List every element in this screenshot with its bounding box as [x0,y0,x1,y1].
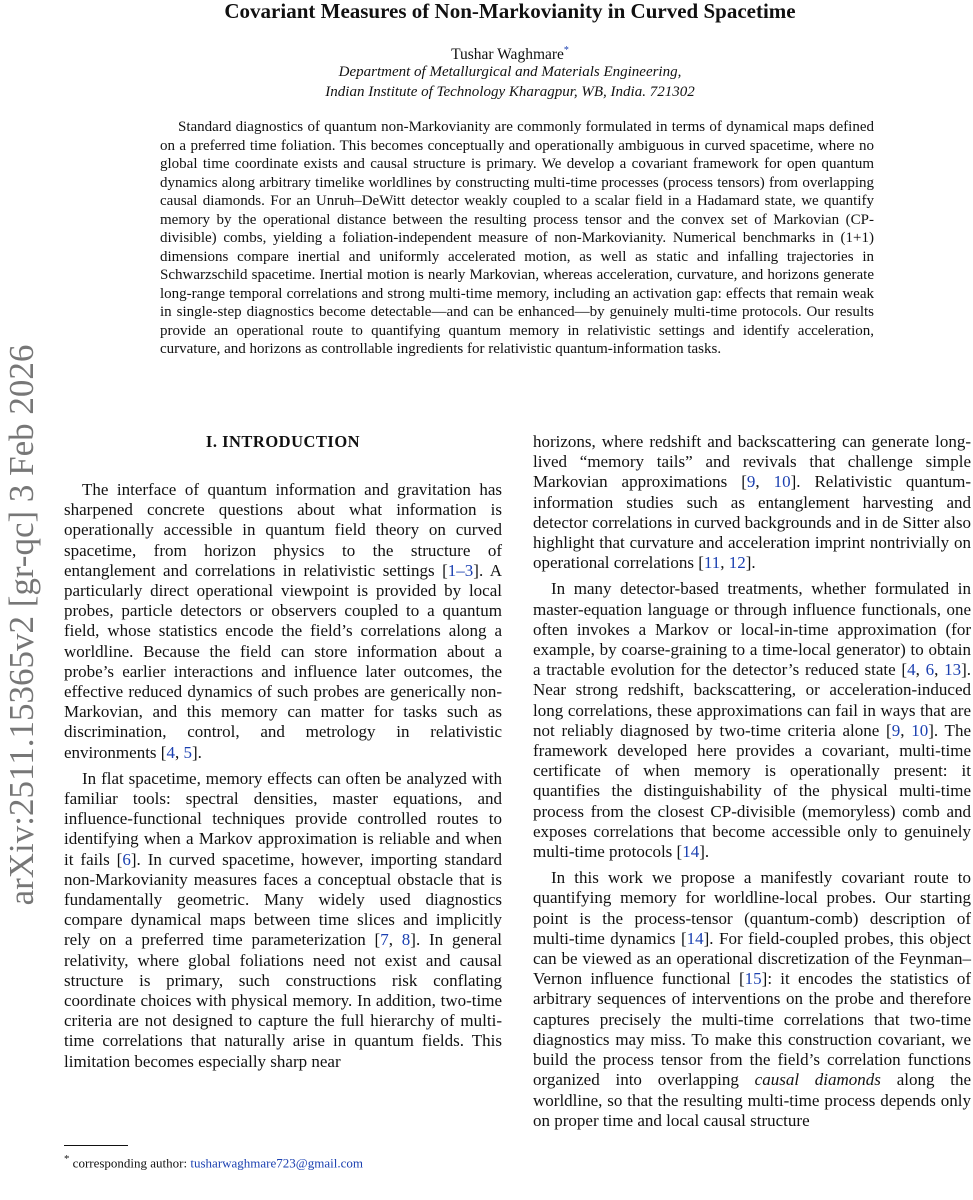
paragraph-text: In flat spacetime, memory effects can often be analyzed with familiar tools: spectral densities, master equations, and influence-functional techniques provide controlled routes to identifying when a Markov approximation is reliable and when it fails [ [64,768,502,869]
citation-link[interactable]: 12 [728,553,746,573]
paragraph-text: , [388,930,402,950]
footnote-email-link[interactable]: tusharwaghmare723@gmail.com [190,1155,363,1171]
paragraph-text: ]. The framework developed here provides a covariant, multi-time certificate of when memory is operationally present: it quantifies the distinguishability of the physical multi-time process from the closest CP-divisible (memoryless) comb and exposes correlations that become accessible only to genuinely multi-time protocols [ [533,720,971,862]
citation-link[interactable]: 6 [122,849,131,869]
citation-link[interactable]: 1–3 [447,560,474,580]
section-heading-introduction: I. INTRODUCTION [205,432,361,451]
citation-link[interactable]: 10 [911,720,929,740]
paragraph [533,868,971,1131]
citation-link[interactable]: 8 [401,930,411,950]
paragraph-text: along the worldline, so that the resulting multi-time process depends only on proper time and local causal structure [533,1070,971,1130]
paragraph-text: ]. [745,553,756,573]
paragraph [533,432,971,573]
affiliation-line-2: Indian Institute of Technology Kharagpur, WB, India. 721302 [325,84,695,100]
footnote-divider [64,1145,128,1146]
citation-link[interactable]: 9 [746,472,756,492]
footnote-mark: * [64,1153,70,1165]
citation-link[interactable]: 4 [166,742,175,762]
arxiv-identifier: arXiv:2511.15365v2 [gr-qc] 3 Feb 2026 [2,344,41,906]
paragraph [64,480,502,763]
author-footnote-mark[interactable]: * [563,45,569,56]
paragraph-text: ]: it encodes the statistics of arbitrary sequences of interventions on the probe and therefore captures precisely the multi-time correlations that two-time diagnostics may miss. To make this construction covariant, we build the process tensor from the field’s correlation functions organized into overlapping [533,969,971,1090]
citation-link[interactable]: 6 [925,660,935,680]
paragraph-text: , [720,553,729,573]
citation-link[interactable]: 5 [183,742,192,762]
citation-link[interactable]: 14 [686,928,704,948]
affiliation-line-1: Department of Metallurgical and Materials Engineering, [338,64,682,80]
right-column [533,432,971,1137]
citation-link[interactable]: 10 [773,472,791,492]
citation-link[interactable]: 13 [944,660,962,680]
citation-link[interactable]: 9 [891,720,901,740]
citation-link[interactable]: 7 [380,930,389,950]
paragraph-text: ]. In curved spacetime, however, importing standard non-Markovianity measures faces a conceptual obstacle that is fundamentally geometric. Many widely used diagnostics compare dynamical maps between time slices and implicitly rely on a preferred time parameterization [ [64,849,502,950]
paragraph-text: In this work we propose a manifestly covariant route to quantifying memory for worldline-local probes. Our starting point is the process-tensor (quantum-comb) description of multi-time dynamics [ [533,868,971,948]
citation-link[interactable]: 4 [907,660,916,680]
paragraph-text: The interface of quantum information and gravitation has sharpened concrete questions about what information is operationally accessible in quantum field theory on curved spacetime, from horizon physics to the structure of entanglement and correlations in relativistic settings [ [64,480,502,580]
left-column [64,480,502,1078]
paragraph-text: ]. [699,842,710,862]
emphasized-text: causal diamonds [754,1070,881,1090]
paragraph-text: ]. Relativistic quantum-information studies such as entanglement harvesting and detector correlations in curved backgrounds and in de Sitter also highlight that curvature and acceleration imprint nontrivially on operational correlations [ [533,472,971,573]
footnote-label: corresponding author: [72,1155,188,1171]
paragraph-text: ]. A particularly direct operational viewpoint is provided by local probes, particle detectors or observers coupled to a quantum field, whose statistics encode the field’s correlations along a worldline. Because the field can store information about a probe’s earlier interactions and influence later outcomes, the effective reduced dynamics of such probes are generically non-Markovian, and this memory can matter for tasks such as discrimination, control, and metrology in relativistic environments [ [64,560,503,762]
paragraph-text: , [755,472,774,492]
paragraph-text: ]. For field-coupled probes, this object can be viewed as an operational discretization of the Feynman–Vernon influence functional [ [533,928,971,989]
paragraph-text: ]. Near strong redshift, backscattering, or acceleration-induced long correlations, these approximations can fail in ways that are not reliably diagnosed by two-time criteria alone [ [533,660,972,740]
paragraph-text: ]. [191,742,202,762]
abstract: Standard diagnostics of quantum non-Markovianity are commonly formulated in terms of dynamical maps defined on a preferred time foliation. This becomes conceptually and operationally ambiguous in curved spacetime, where no global time coordinate exists and causal structure is primary. We develop a covariant framework for open quantum dynamics along arbitrary timelike worldlines by constructing multi-time processes (process tensors) from overlapping causal diamonds. For an Unruh–DeWitt detector weakly coupled to a scalar field in a Hadamard state, we quantify memory by the operational distance between the resulting process tensor and the convex set of Markovian (CP-divisible) combs, yielding a foliation-independent measure of non-Markovianity. Numerical benchmarks in (1+1) dimensions compare inertial and uniformly accelerated motion, as well as static and infalling trajectories in Schwarzschild spacetime. Inertial motion is nearly Markovian, whereas acceleration, curvature, and horizons generate long-range temporal correlations and strong multi-time memory, including an activation gap: effects that remain weak in single-step diagnostics become detectable—and can be enhanced—by genuinely multi-time protocols. Our results provide an operational route to quantifying quantum memory in relativistic settings and identify acceleration, curvature, and horizons as controllable ingredients for relativistic quantum-information tasks. [160,119,874,357]
paragraph-text: , [915,660,926,680]
paragraph [64,769,502,1072]
affiliation [60,62,960,102]
citation-link[interactable]: 11 [703,553,721,573]
paragraph [533,579,971,862]
citation-link[interactable]: 15 [744,969,762,989]
paragraph-text: , [900,720,912,740]
author-name: Tushar Waghmare [451,46,564,64]
paper-title: Covariant Measures of Non-Markovianity in Curved Spacetime [224,0,796,23]
footnote [64,1151,504,1171]
paragraph-text: , [174,742,184,762]
arxiv-sidebar [2,310,42,940]
paragraph-text: horizons, where redshift and backscattering can generate long-lived “memory tails” and revivals that challenge simple Markovian approximations [ [533,432,971,492]
paragraph-text: In many detector-based treatments, whether formulated in master-equation language or through influence functionals, one often invokes a Markov or local-in-time approximation (for example, by coarse-graining to a time-local generator) to obtain a tractable evolution for the detector’s reduced state [ [533,579,971,680]
paragraph-text: ]. In general relativity, where global foliations need not exist and causal structure is primary, such constructions risk conflating coordinate choices with physical memory. In addition, two-time criteria are not designed to capture the full hierarchy of multi-time correlations that naturally arise in quantum fields. This limitation becomes especially sharp near [64,930,502,1071]
paragraph-text: , [934,660,945,680]
citation-link[interactable]: 14 [682,842,700,862]
